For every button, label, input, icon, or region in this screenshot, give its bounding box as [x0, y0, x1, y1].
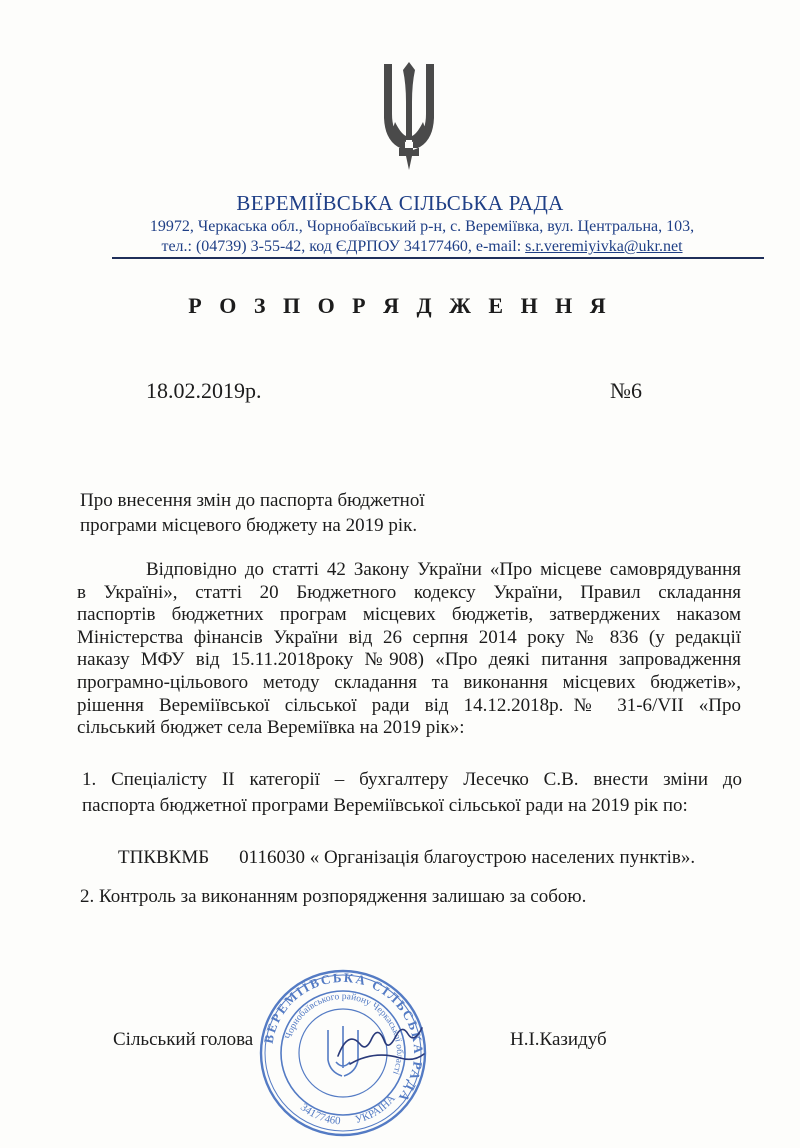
program-code-label: ТПКВКМБ	[118, 847, 210, 868]
stamp-inner-text: Чорнобаївського району Черкаської області	[283, 991, 405, 1076]
contacts-text: тел.: (04739) 3-55-42, код ЄДРПОУ 34177460, e-mail:	[161, 238, 526, 255]
program-code-text: 0116030 « Організація благоустрою населених пунктів».	[239, 847, 696, 868]
preamble-line: сільський бюджет села Веремiївка на 2019 рік»:	[77, 717, 465, 739]
preamble-line: рішення Веремiївської сільської ради від 14.12.2018р.№ 31-6/VII «Про	[77, 694, 741, 716]
stamp-outer-text: ВЕРЕМІЇВСЬКА СІЛЬСЬКА РАДА	[260, 969, 427, 1107]
letterhead-divider	[112, 257, 764, 259]
program-code-line	[118, 847, 695, 869]
document-type-title: Р О З П О Р Я Д Ж Е Н Н Я	[188, 293, 612, 318]
order-item-line: 1. Спеціалісту ІІ категорії – бухгалтеру Лесечко С.В. внести зміни до	[82, 769, 742, 790]
preamble-paragraph	[77, 559, 741, 740]
organization-address: 19972, Черкаська обл., Чорнобаївський р-н, с. Веремiївка, вул. Центральна, 103,	[149, 218, 695, 235]
order-item-1	[82, 767, 742, 819]
order-item-2: 2. Контроль за виконанням розпорядження залишаю за собою.	[80, 886, 587, 907]
subject-line: програми місцевого бюджету на 2019 рік.	[80, 515, 418, 536]
organization-name: ВЕРЕМІЇВСЬКА СІЛЬСЬКА РАДА	[236, 191, 564, 215]
trident-emblem-icon	[381, 62, 437, 172]
preamble-line: Міністерства фінансів України від 26 серпня 2014 року № 836 (у редакції	[77, 626, 741, 648]
stamp-code-and-country: 34177460 УКРАЇНА	[298, 1092, 398, 1128]
signatory-title: Сільський голова	[113, 1029, 254, 1050]
signatory-name: Н.І.Казидуб	[510, 1029, 607, 1050]
organization-contacts	[112, 238, 732, 256]
email-link[interactable]: s.r.veremiyivka@ukr.net	[525, 238, 683, 255]
order-item-line: паспорта бюджетної програми Веремiївської сільської ради на 2019 рік по:	[82, 795, 688, 816]
subject-line: Про внесення змін до паспорта бюджетної	[80, 490, 425, 511]
preamble-line: в Україні», статті 20 Бюджетного кодексу України, Правил складання	[77, 581, 741, 603]
preamble-line: паспортів бюджетних програм місцевих бюджетів, затверджених наказом	[77, 604, 741, 626]
document-date: 18.02.2019р.	[146, 378, 262, 403]
preamble-line: Відповідно до статті 42 Закону України «Про місцеве самоврядування	[146, 559, 741, 580]
preamble-line: наказу МФУ від 15.11.2018року №908) «Про деякі питання запровадження	[77, 649, 741, 671]
handwritten-signature	[330, 1010, 430, 1080]
preamble-line: програмно-цільового методу складання та виконання місцевих бюджетів»,	[77, 671, 741, 693]
document-number: №6	[610, 378, 642, 403]
document-subject	[80, 488, 425, 538]
